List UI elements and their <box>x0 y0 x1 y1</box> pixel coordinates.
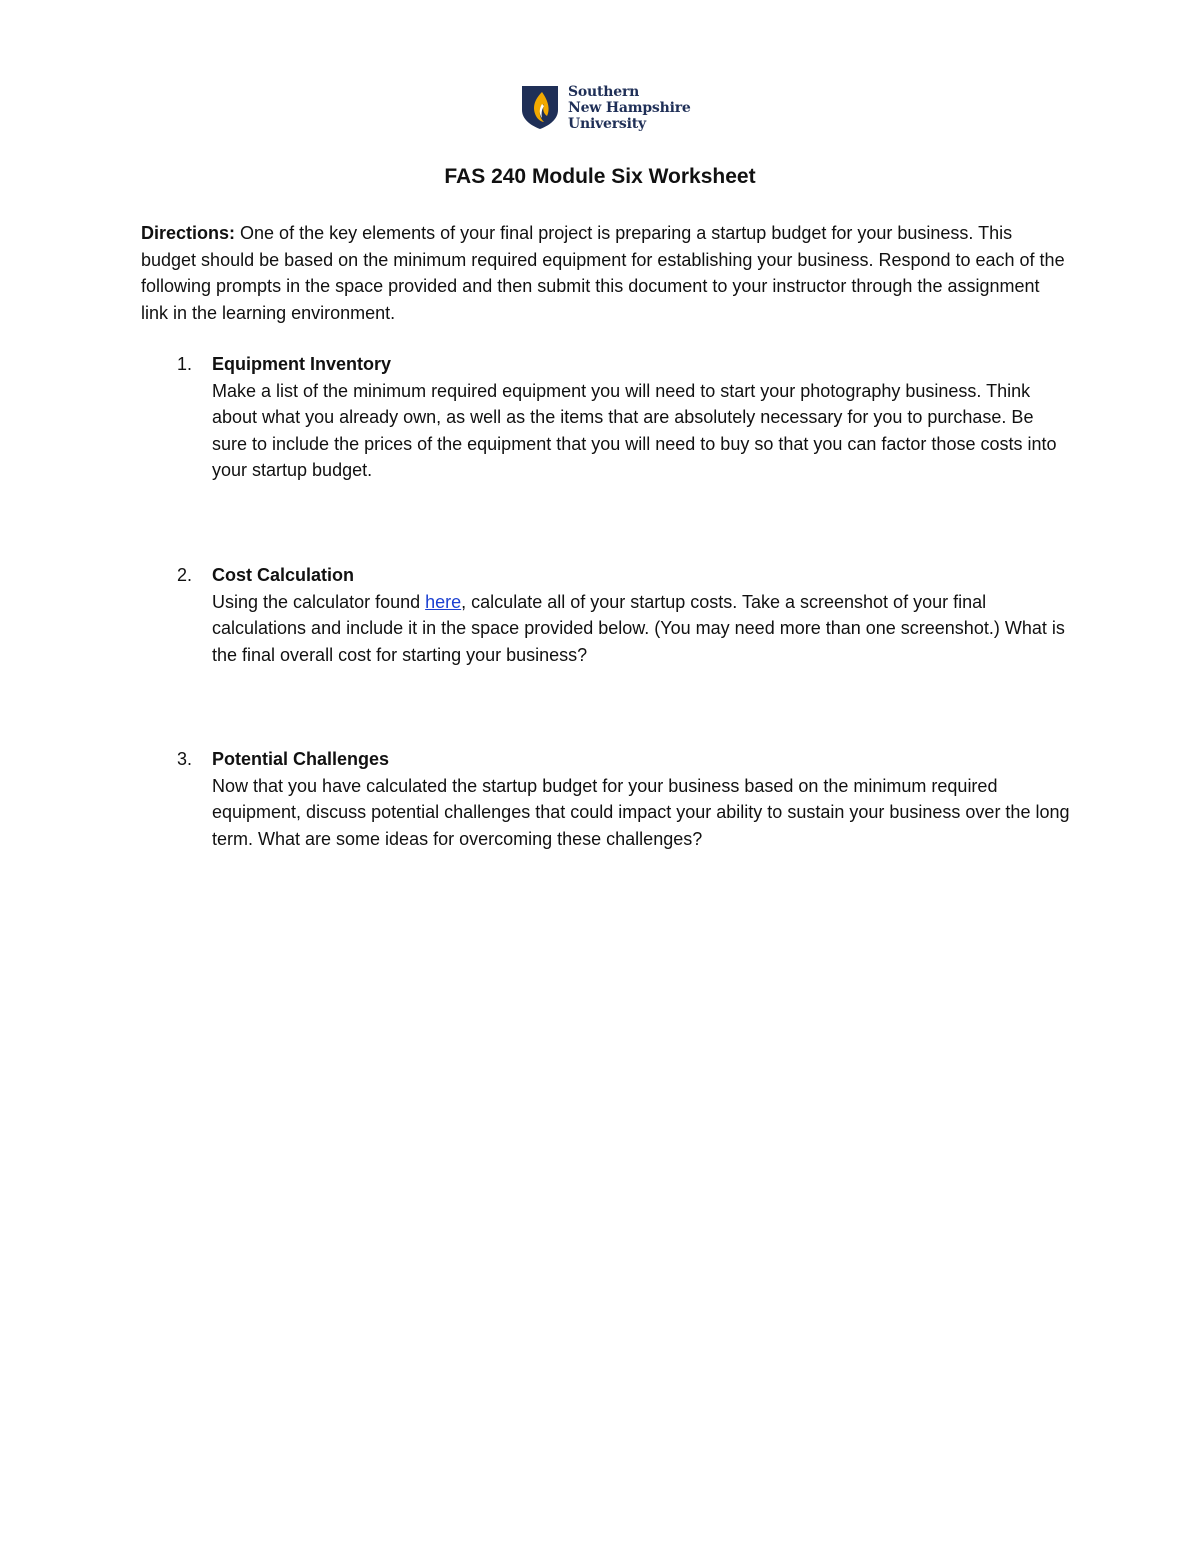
prompt-item-potential-challenges <box>141 746 1071 852</box>
prompt-text: Now that you have calculated the startup budget for your business based on the minimum required equipment, discuss potential challenges that could impact your ability to sustain your business over the long term. What are some ideas for overcoming these challenges? <box>212 775 1070 849</box>
prompt-item-equipment-inventory <box>141 351 1071 484</box>
prompt-heading: Potential Challenges <box>212 749 390 769</box>
prompt-text <box>212 589 1071 669</box>
snhu-shield-icon <box>520 84 560 130</box>
prompt-text: Make a list of the minimum required equipment you will need to start your photography business. Think about what you already own, as well as the items that are absolutely necessary for you to purchase. Be sure to include the prices of the equipment that you will need to buy so that you can factor those costs into your startup budget. <box>212 380 1057 480</box>
prompt-heading: Equipment Inventory <box>212 354 392 374</box>
directions-label: Directions: <box>141 223 236 243</box>
logo-line-2: New Hampshire <box>568 100 691 116</box>
page-title: FAS 240 Module Six Worksheet <box>444 165 756 188</box>
university-logo <box>520 84 691 132</box>
prompt-heading: Cost Calculation <box>212 565 355 585</box>
prompt-text-after-link: , calculate all of your startup costs. Take a screenshot of your final calculations and include it in the space provided below. (You may need more than one screenshot.) What is the final overall cost for starting your business? <box>212 591 1065 665</box>
prompt-number: 3. <box>177 749 193 769</box>
prompt-item-cost-calculation <box>141 562 1071 668</box>
logo-line-1: Southern <box>568 84 640 100</box>
prompt-number: 2. <box>177 565 193 585</box>
prompt-number: 1. <box>177 354 193 374</box>
prompt-text-before-link: Using the calculator found <box>212 591 426 612</box>
directions-text: One of the key elements of your final project is preparing a startup budget for your business. This budget should be based on the minimum required equipment for establishing your business. Respond to each of the following prompts in the space provided and then submit this document to your instructor through the assignment link in the learning environment. <box>141 223 1065 323</box>
directions-paragraph <box>141 220 1071 326</box>
calculator-link[interactable]: here <box>425 591 462 612</box>
logo-wordmark <box>568 84 691 132</box>
logo-line-3: University <box>568 116 646 132</box>
